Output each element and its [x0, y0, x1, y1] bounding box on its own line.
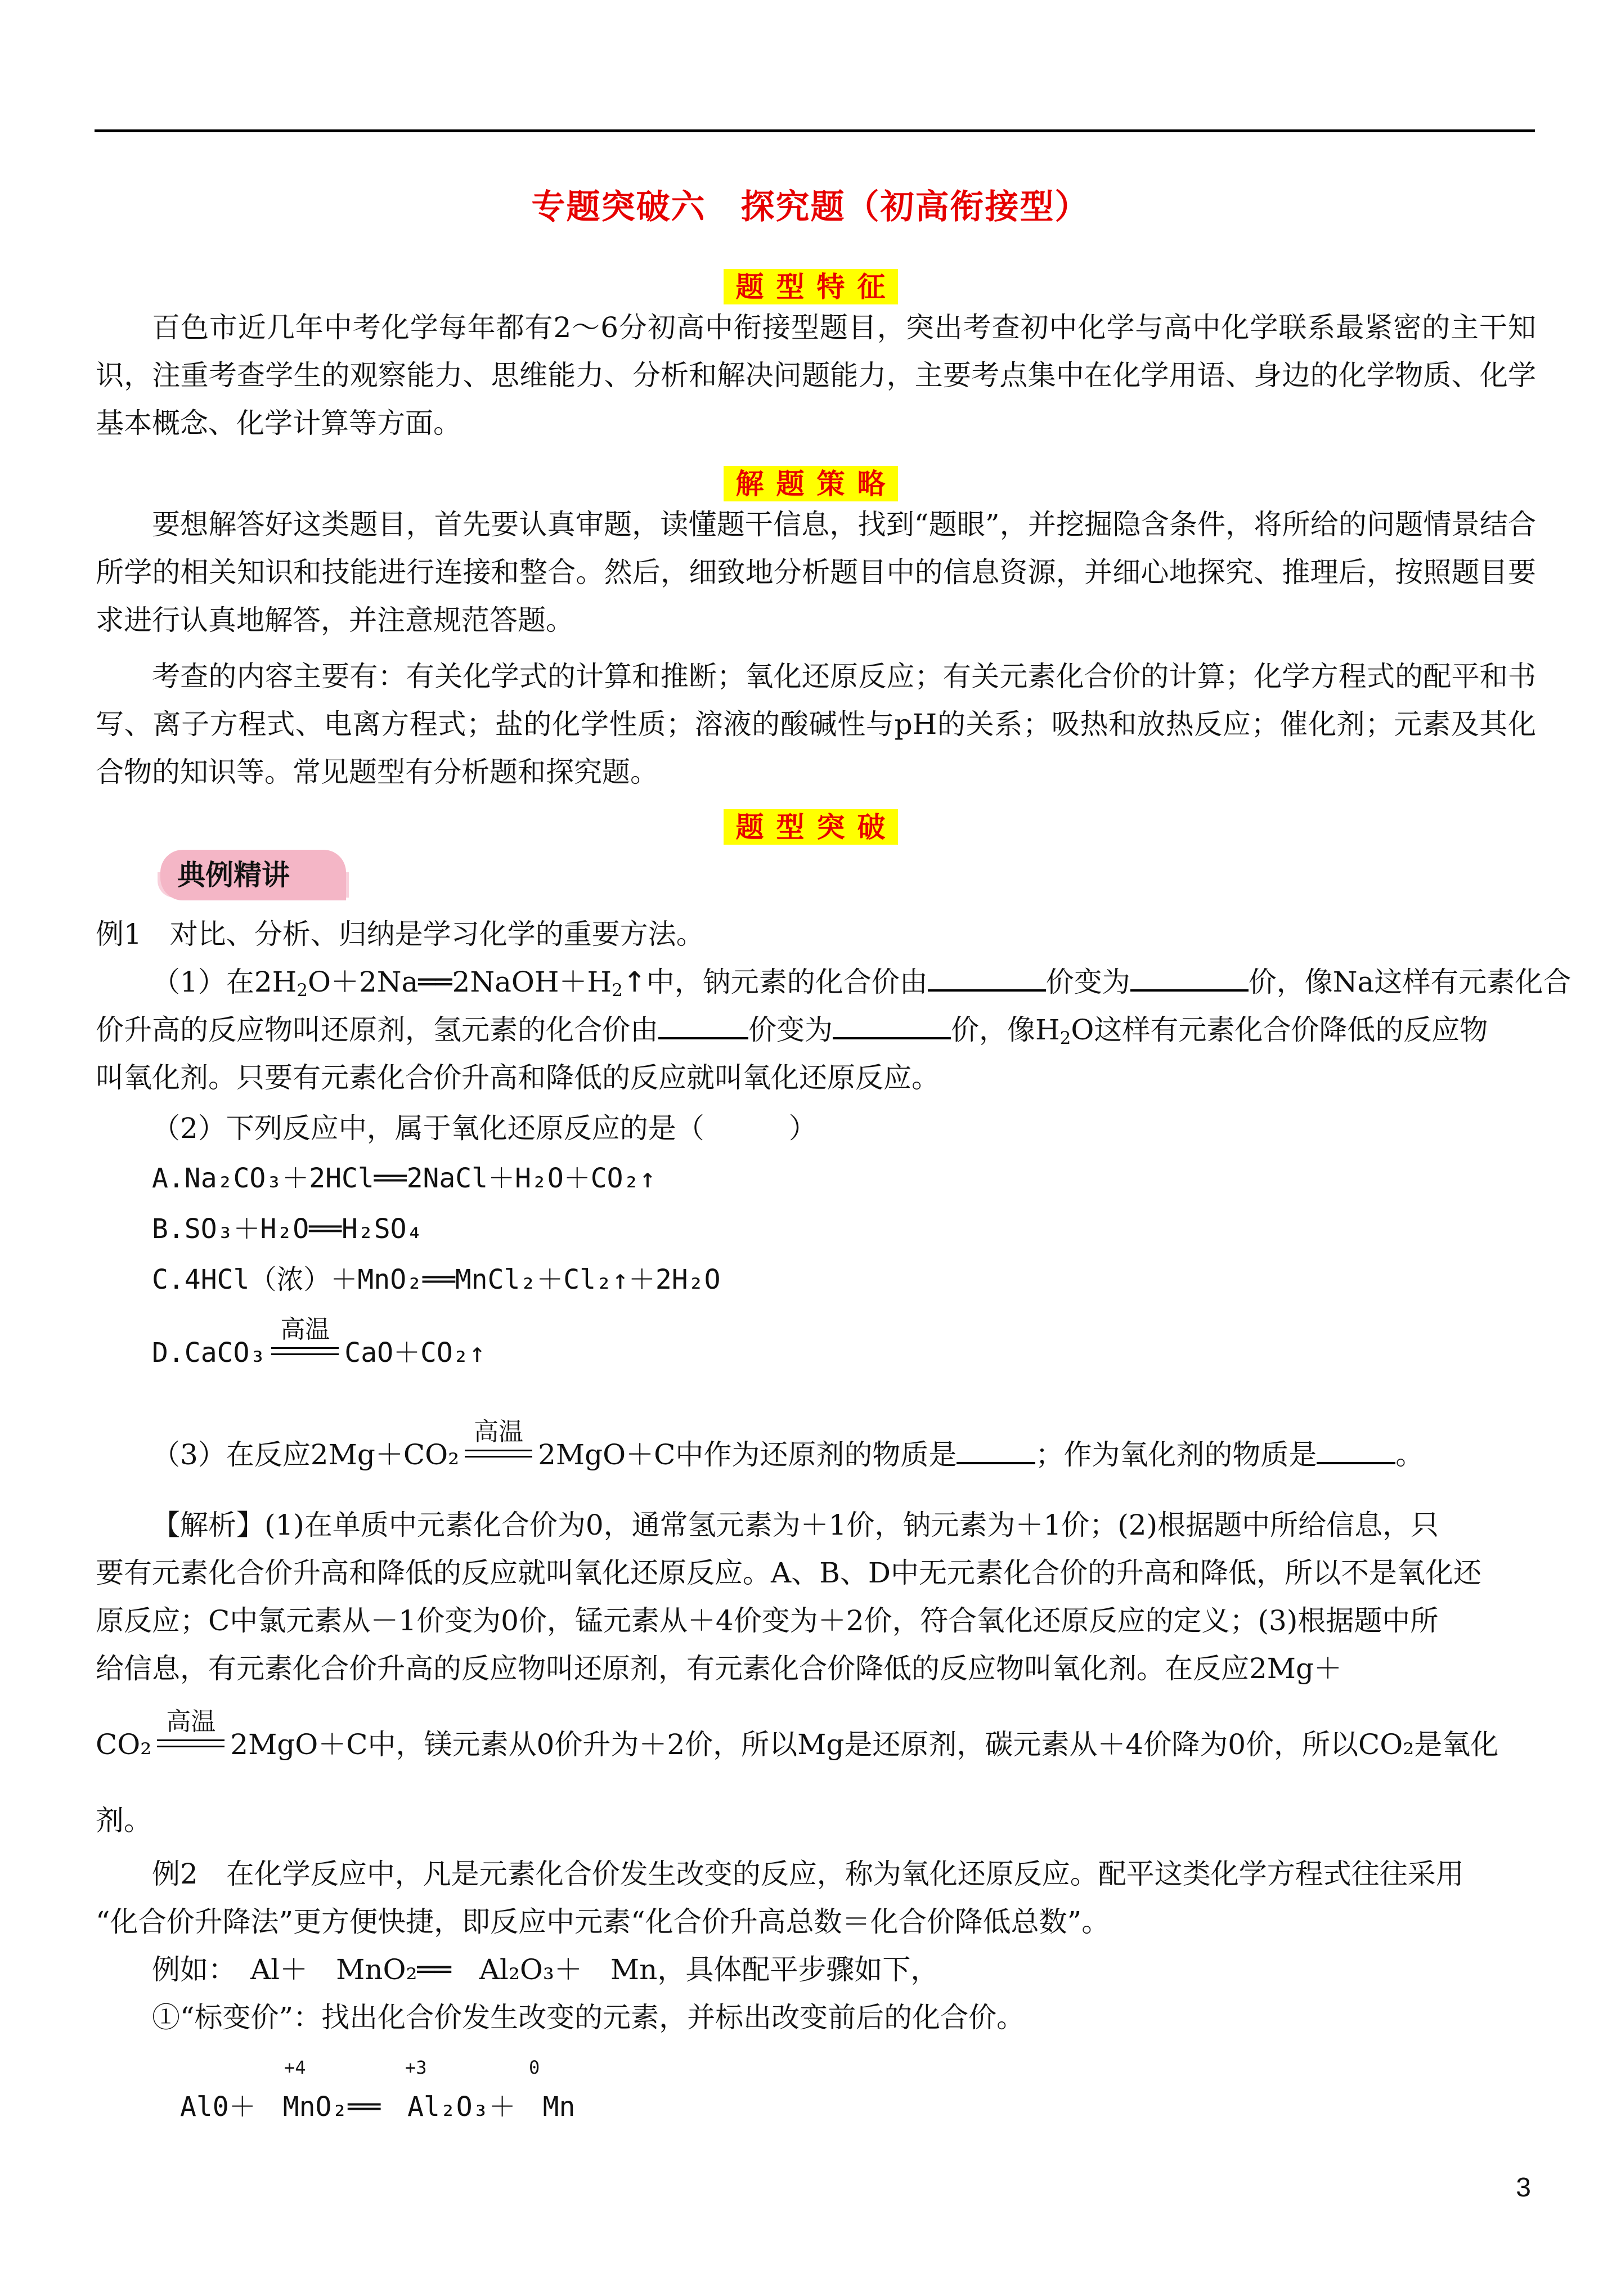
reaction-condition — [271, 1315, 339, 1362]
condition-label: 高温 — [166, 1707, 216, 1736]
section-heading-breakthrough — [0, 805, 1621, 845]
analysis-line6: 剂。 — [96, 1804, 152, 1837]
reaction-condition — [465, 1418, 532, 1464]
text: 价变为 — [1045, 966, 1130, 998]
condition-label: 高温 — [280, 1315, 330, 1344]
answer-blank[interactable] — [658, 1015, 748, 1039]
section-heading-label: 解题策略 — [724, 466, 898, 501]
example-badge: 典例精讲 — [160, 850, 346, 900]
example2-step1: ①“标变价”：找出化合价发生改变的元素，并标出改变前后的化合价。 — [152, 2001, 1025, 2034]
section-heading-label: 题型特征 — [724, 269, 898, 304]
analysis-line4: 给信息，有元素化合价升高的反应物叫还原剂，有元素化合价降低的反应物叫氧化剂。在反应2Mg＋ — [96, 1652, 1342, 1685]
text: 价升高的反应物叫还原剂，氢元素的化合价由 — [96, 1014, 658, 1046]
section-heading-features — [0, 264, 1621, 305]
text: CaO＋CO₂↑ — [344, 1337, 486, 1369]
page-title: 专题突破六 探究题（初高衔接型） — [531, 187, 1090, 227]
page-number: 3 — [1516, 2173, 1531, 2203]
answer-blank[interactable] — [928, 967, 1046, 992]
paragraph-strategy: 要想解答好这类题目，首先要认真审题，读懂题干信息，找到“题眼”，并挖掘隐含条件，将所给的问题情景结合所学的相关知识和技能进行连接和整合。然后，细致地分析题目中的信息资源，并细心地探究、推理后，按照题目要求进行认真地解答，并注意规范答题。 — [96, 508, 1536, 636]
text: CO₂ — [96, 1728, 152, 1761]
section-heading-label: 题型突破 — [724, 809, 898, 845]
text: 价，像Na这样有元素化合 — [1248, 966, 1571, 998]
answer-blank[interactable] — [833, 1015, 951, 1039]
answer-blank[interactable] — [1130, 967, 1249, 992]
text: 中，钠元素的化合价由 — [646, 966, 928, 998]
text: （3）在反应2Mg＋CO₂ — [152, 1438, 460, 1471]
example1-q1-line3: 叫氧化剂。只要有元素化合价升高和降低的反应就叫氧化还原反应。 — [96, 1061, 940, 1094]
example1-q1-line2: 价升高的反应物叫还原剂，氢元素的化合价由 价变为 价，像$H_2O$这样有元素化合价降低的反应物 — [96, 1014, 1488, 1048]
reaction-condition — [157, 1707, 224, 1754]
example2-line2: “化合价升降法”更方便快捷，即反应中元素“化合价升高总数＝化合价降低总数”。 — [96, 1905, 1110, 1938]
answer-blank[interactable] — [1317, 1440, 1395, 1464]
text: 2MgO＋C中作为还原剂的物质是 — [538, 1438, 957, 1471]
example2-equation: Al0＋ MnO₂══ Al₂O₃＋ Mn — [180, 2091, 576, 2123]
example1-q3 — [152, 1418, 1424, 1473]
analysis-line2: 要有元素化合价升高和降低的反应就叫氧化还原反应。A、B、D中无元素化合价的升高和降低，所以不是氧化还 — [96, 1557, 1481, 1589]
example1-stem: 例1 对比、分析、归纳是学习化学的重要方法。 — [96, 918, 704, 950]
text: O这样有元素化合价降低的反应物 — [1071, 1014, 1488, 1046]
example2-line3: 例如： Al＋ MnO₂══ Al₂O₃＋ Mn，具体配平步骤如下， — [152, 1953, 939, 1986]
option-b: B.SO₃＋H₂O══H₂SO₄ — [152, 1213, 423, 1245]
analysis-line3: 原反应；C中氯元素从－1价变为0价，锰元素从＋4价变为＋2价，符合氧化还原反应的定义；(3)根据题中所 — [96, 1604, 1439, 1637]
example2-line1: 例2 在化学反应中，凡是元素化合价发生改变的反应，称为氧化还原反应。配平这类化学方程式往往采用 — [152, 1858, 1464, 1890]
option-a: A.Na₂CO₃＋2HCl══2NaCl＋H₂O＋CO₂↑ — [152, 1163, 656, 1194]
text: 2MgO＋C中，镁元素从0价升为＋2价，所以Mg是还原剂，碳元素从＋4价降为0价，所以CO₂是氧化 — [230, 1728, 1499, 1761]
analysis-line1: 【解析】(1)在单质中元素化合价为0，通常氢元素为＋1价，钠元素为＋1价；(2)根据题中所给信息，只 — [152, 1509, 1439, 1541]
text: （1）在 — [152, 966, 254, 998]
text: 。 — [1395, 1438, 1424, 1471]
text: 2H — [254, 966, 297, 998]
answer-blank[interactable] — [957, 1440, 1035, 1464]
oxidation-state: +4 — [284, 2057, 306, 2078]
option-d — [152, 1315, 486, 1370]
condition-label: 高温 — [474, 1418, 524, 1446]
text: D.CaCO₃ — [152, 1337, 266, 1369]
analysis-line5 — [96, 1707, 1499, 1763]
section-heading-strategy — [0, 461, 1621, 502]
text: ；作为氧化剂的物质是 — [1035, 1438, 1317, 1471]
oxidation-state: +3 — [405, 2057, 427, 2078]
text: 价变为 — [748, 1014, 833, 1046]
text: 价，像H — [951, 1014, 1060, 1046]
example1-q2: （2）下列反应中，属于氧化还原反应的是（ ） — [152, 1112, 817, 1145]
paragraph-content: 考查的内容主要有：有关化学式的计算和推断；氧化还原反应；有关元素化合价的计算；化学方程式的配平和书写、离子方程式、电离方程式；盐的化学性质；溶液的酸碱性与pH的关系；吸热和放热反应；催化剂；元素及其化合物的知识等。常见题型有分析题和探究题。 — [96, 660, 1536, 788]
paragraph-features: 百色市近几年中考化学每年都有2～6分初高中衔接型题目，突出考查初中化学与高中化学联系最紧密的主干知识，注重考查学生的观察能力、思维能力、分析和解决问题能力，主要考点集中在化学用语、身边的化学物质、化学基本概念、化学计算等方面。 — [96, 311, 1536, 440]
header-rule — [95, 129, 1535, 132]
example1-q1-line1: （1）在$2H_2O+2Na══2NaOH+H_2↑$中，钠元素的化合价由 价变为 价，像Na这样有元素化合 — [152, 966, 1571, 1001]
oxidation-state: 0 — [529, 2057, 540, 2078]
option-c: C.4HCl（浓）＋MnO₂══MnCl₂＋Cl₂↑＋2H₂O — [152, 1264, 721, 1295]
